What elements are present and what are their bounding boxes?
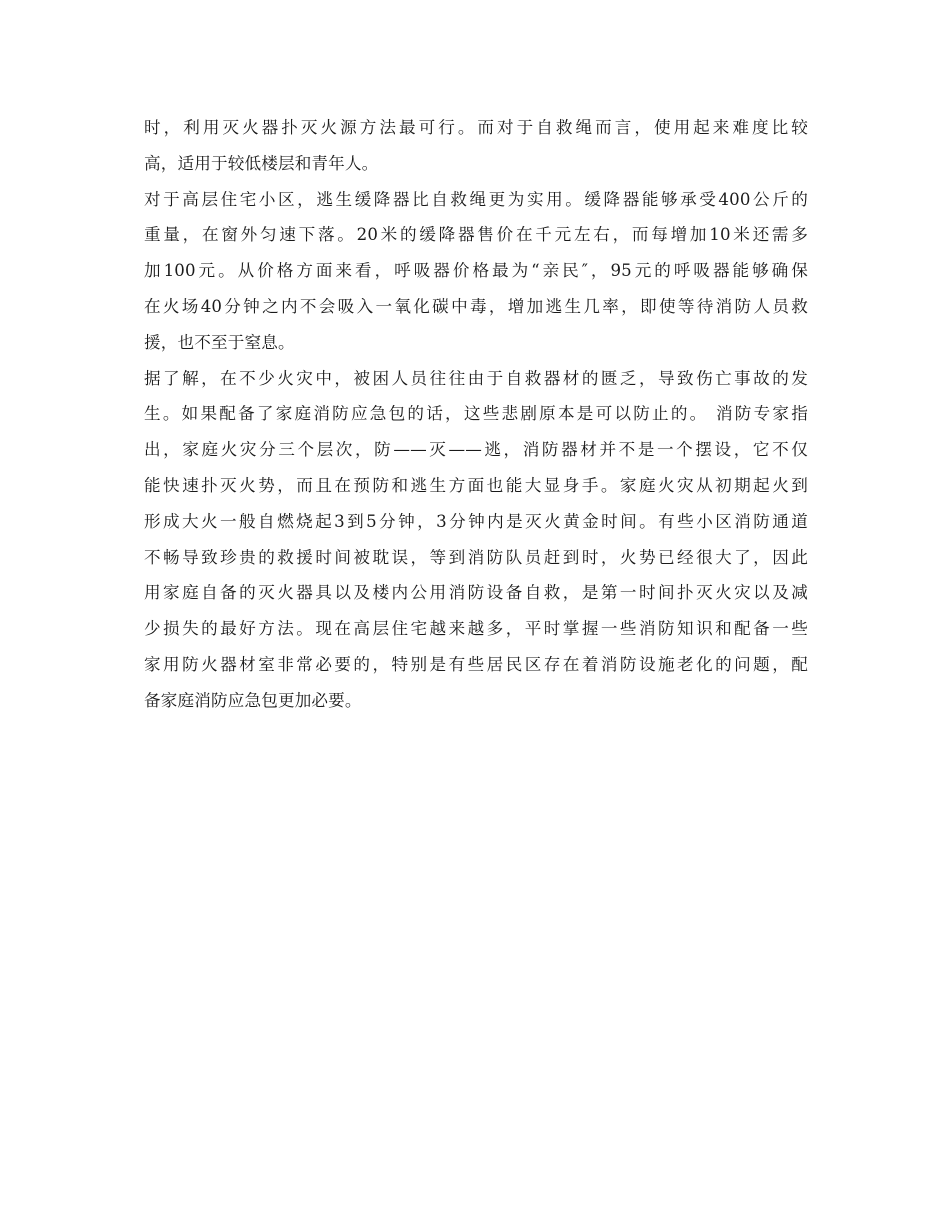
text-line: 用家庭自备的灭火器具以及楼内公用消防设备自救，是第一时间扑灭火灾以及减 <box>144 583 808 603</box>
paragraph-3 <box>144 361 808 719</box>
text-line: 高，适用于较低楼层和青年人。 <box>144 153 379 173</box>
text-line: 生。如果配备了家庭消防应急包的话，这些悲剧原本是可以防止的。 消防专家指 <box>144 404 808 424</box>
text-line: 对于高层住宅小区，逃生缓降器比自救绳更为实用。缓降器能够承受400公斤的 <box>144 189 808 209</box>
text-line: 在火场40分钟之内不会吸入一氧化碳中毒，增加逃生几率，即使等待消防人员救 <box>144 296 808 316</box>
text-line: 重量，在窗外匀速下落。20米的缓降器售价在千元左右，而每增加10米还需多 <box>144 225 808 245</box>
text-line: 时，利用灭火器扑灭火源方法最可行。而对于自救绳而言，使用起来难度比较 <box>144 118 808 137</box>
text-line: 援，也不至于窒息。 <box>144 332 295 352</box>
paragraph-1 <box>144 110 808 182</box>
text-line: 少损失的最好方法。现在高层住宅越来越多，平时掌握一些消防知识和配备一些 <box>144 619 808 639</box>
text-line: 出，家庭火灾分三个层次，防——灭——逃，消防器材并不是一个摆设，它不仅 <box>144 440 808 460</box>
text-line: 加100元。从价格方面来看，呼吸器价格最为“亲民″，95元的呼吸器能够确保 <box>144 261 808 281</box>
text-line: 形成大火一般自燃烧起3到5分钟，3分钟内是灭火黄金时间。有些小区消防通道 <box>144 511 808 531</box>
text-line: 据了解，在不少火灾中，被困人员往往由于自救器材的匮乏，导致伤亡事故的发 <box>144 368 808 388</box>
document-body <box>144 110 808 719</box>
text-line: 备家庭消防应急包更加必要。 <box>144 690 362 710</box>
text-line: 家用防火器材室非常必要的，特别是有些居民区存在着消防设施老化的问题，配 <box>144 654 808 674</box>
text-line: 不畅导致珍贵的救援时间被耽误，等到消防队员赶到时，火势已经很大了，因此 <box>144 547 808 567</box>
paragraph-2 <box>144 182 808 361</box>
text-line: 能快速扑灭火势，而且在预防和逃生方面也能大显身手。家庭火灾从初期起火到 <box>144 475 808 495</box>
